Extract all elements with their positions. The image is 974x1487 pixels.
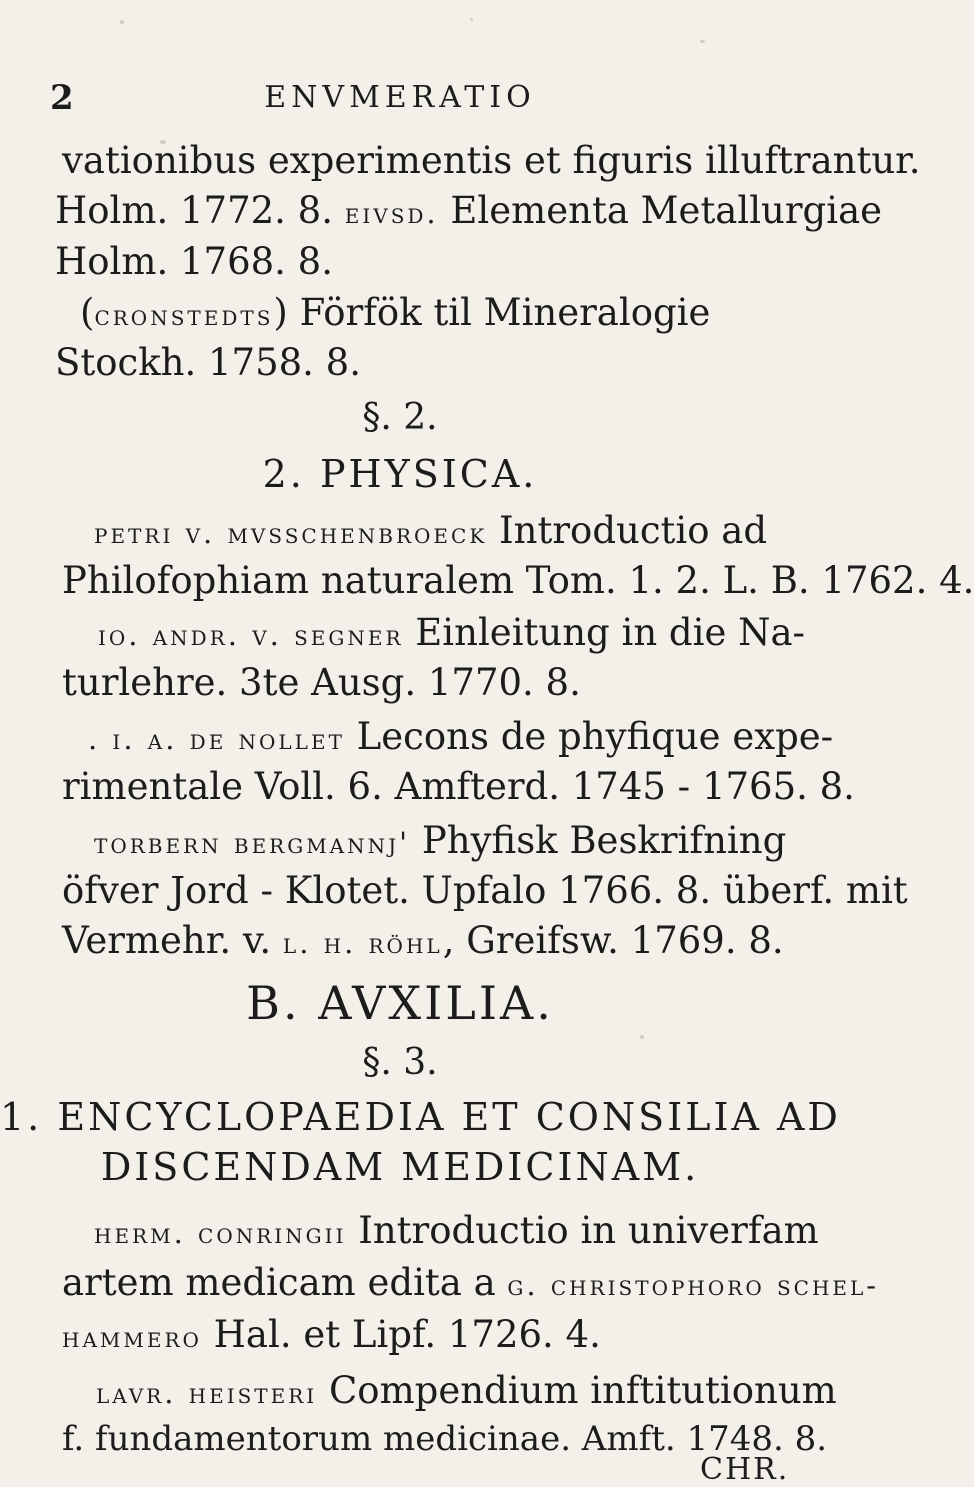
paper-speck: [470, 18, 473, 21]
text-span: Compendium inftitutionum: [317, 1369, 837, 1412]
text-line: [88, 715, 834, 758]
author-name: eivsd.: [344, 196, 439, 230]
section-title: DISCENDAM MEDICINAM.: [100, 1145, 700, 1189]
text-line: [62, 919, 784, 962]
text-span: Introductio in univerfam: [346, 1209, 819, 1252]
text-line: [94, 819, 787, 862]
author-name: . i. a. de nollet: [88, 722, 345, 756]
text-line: [94, 509, 768, 552]
text-line: Philofophiam naturalem Tom. 1. 2. L. B. 1762. 4.: [62, 559, 974, 602]
page-number: 2: [50, 78, 74, 118]
text-span: (: [80, 291, 95, 334]
text-span: Hal. et Lipf. 1726. 4.: [201, 1313, 601, 1356]
author-name: hammero: [62, 1320, 202, 1354]
text-line: [62, 1313, 601, 1356]
author-name: l. h. röhl: [282, 926, 443, 960]
catchword: CHR.: [700, 1452, 790, 1487]
text-span: ) Förfök til Mineralogie: [273, 291, 711, 334]
paper-speck: [120, 20, 124, 24]
paper-speck: [640, 1035, 644, 1039]
text-line: [96, 1369, 837, 1412]
part-title: B. AVXILIA.: [246, 976, 554, 1030]
text-line: turlehre. 3te Ausg. 1770. 8.: [62, 661, 581, 704]
author-name: g. christophoro schel-: [507, 1268, 880, 1302]
author-name: torbern bergmannj': [94, 826, 411, 860]
text-span: Lecons de phyfique expe-: [344, 715, 834, 758]
author-name: petri v. mvsschenbroeck: [94, 516, 488, 550]
author-name: herm. conringii: [94, 1216, 347, 1250]
author-name: cronstedts: [94, 298, 274, 332]
section-number: §. 2.: [362, 397, 438, 438]
text-line: f. fundamentorum medicinae. Amft. 1748. 8.: [62, 1419, 828, 1459]
text-span: Elementa Metallurgiae: [450, 189, 883, 232]
text-line: öfver Jord - Klotet. Upfalo 1766. 8. überf. mit: [62, 869, 908, 912]
text-span: artem medicam edita a: [62, 1261, 508, 1304]
text-span: Phyfisk Beskrifning: [410, 819, 787, 862]
text-span: Holm. 1772. 8.: [55, 189, 333, 232]
text-line: [98, 611, 806, 654]
text-span: Vermehr. v.: [62, 919, 283, 962]
text-line: Holm. 1768. 8.: [55, 240, 333, 283]
text-span: , Greifsw. 1769. 8.: [442, 919, 784, 962]
author-name: io. andr. v. segner: [98, 618, 404, 652]
running-title: ENVMERATIO: [264, 80, 536, 115]
text-line: [94, 1209, 819, 1252]
paper-speck: [700, 40, 705, 43]
text-line: rimentale Voll. 6. Amfterd. 1745 - 1765. 8.: [62, 765, 855, 808]
text-line: [62, 1261, 880, 1304]
text-line: Stockh. 1758. 8.: [55, 341, 361, 384]
text-span: Introductio ad: [487, 509, 768, 552]
section-title: 1. ENCYCLOPAEDIA ET CONSILIA AD: [0, 1095, 841, 1139]
author-name: lavr. heisteri: [96, 1376, 318, 1410]
section-title: 2. PHYSICA.: [262, 452, 538, 496]
text-span: Einleitung in die Na-: [403, 611, 806, 654]
section-number: §. 3.: [362, 1042, 438, 1083]
text-line: [55, 189, 883, 232]
text-line: vationibus experimentis et figuris illuftrantur.: [62, 139, 921, 182]
text-line: [80, 291, 711, 334]
